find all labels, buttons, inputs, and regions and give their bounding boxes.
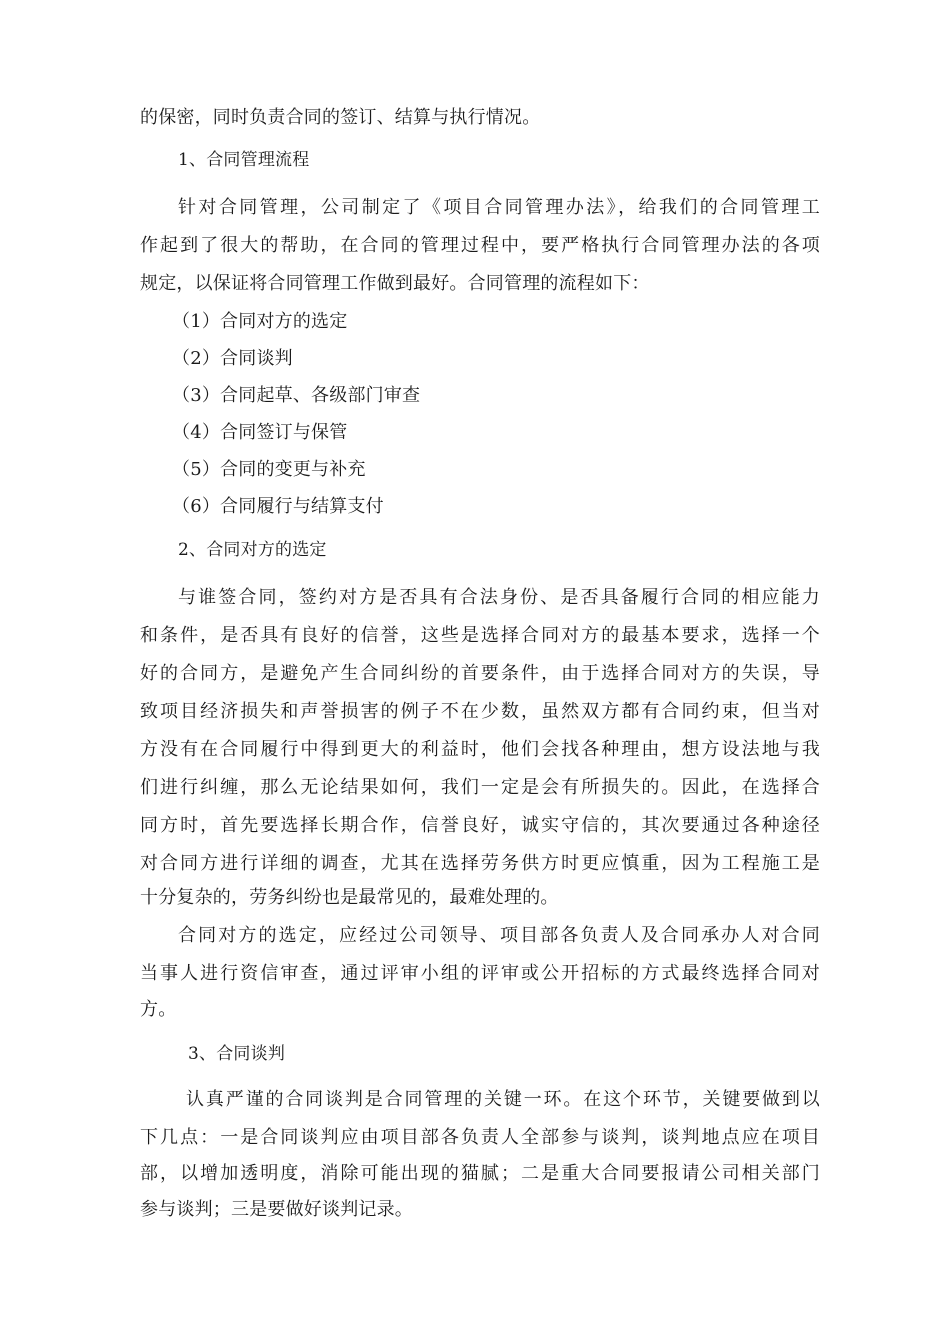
paragraph-line: 与谁签合同，签约对方是否具有合法身份、是否具备履行合同的相应能力 [178, 587, 820, 608]
paragraph-line: 规定，以保证将合同管理工作做到最好。合同管理的流程如下： [140, 273, 650, 294]
paragraph-line: 同方时，首先要选择长期合作，信誉良好，诚实守信的，其次要通过各种途径 [140, 815, 820, 836]
list-item: （6）合同履行与结算支付 [172, 496, 384, 517]
paragraph-line: 的保密，同时负责合同的签订、结算与执行情况。 [140, 107, 541, 128]
paragraph-line: 们进行纠缠，那么无论结果如何，我们一定是会有所损失的。因此，在选择合 [140, 777, 820, 798]
paragraph-line: 对合同方进行详细的调查，尤其在选择劳务供方时更应慎重，因为工程施工是 [140, 853, 820, 874]
paragraph-line: 部，以增加透明度，消除可能出现的猫腻；二是重大合同要报请公司相关部门 [140, 1163, 820, 1184]
paragraph-line: 致项目经济损失和声誉损害的例子不在少数，虽然双方都有合同约束，但当对 [140, 701, 820, 722]
paragraph-line: 合同对方的选定，应经过公司领导、项目部各负责人及合同承办人对合同 [178, 925, 820, 946]
paragraph-line: 方。 [140, 999, 177, 1020]
paragraph-line: 和条件，是否具有良好的信誉，这些是选择合同对方的最基本要求，选择一个 [140, 625, 820, 646]
section-heading-counterparty-selection: 2、合同对方的选定 [178, 540, 327, 560]
paragraph-line: 当事人进行资信审查，通过评审小组的评审或公开招标的方式最终选择合同对 [140, 963, 820, 984]
paragraph-line: 方没有在合同履行中得到更大的利益时，他们会找各种理由，想方设法地与我 [140, 739, 820, 760]
paragraph-line: 作起到了很大的帮助，在合同的管理过程中，要严格执行合同管理办法的各项 [140, 235, 820, 256]
paragraph-line: 十分复杂的，劳务纠纷也是最常见的，最难处理的。 [140, 887, 559, 908]
paragraph-line: 下几点：一是合同谈判应由项目部各负责人全部参与谈判，谈判地点应在项目 [140, 1127, 820, 1148]
paragraph-line: 认真严谨的合同谈判是合同管理的关键一环。在这个环节，关键要做到以 [186, 1089, 820, 1110]
list-item: （3）合同起草、各级部门审查 [172, 385, 421, 406]
list-item: （5）合同的变更与补充 [172, 459, 366, 480]
section-heading-contract-process: 1、合同管理流程 [178, 150, 310, 170]
paragraph-line: 针对合同管理，公司制定了《项目合同管理办法》，给我们的合同管理工 [178, 197, 820, 218]
list-item: （1）合同对方的选定 [172, 311, 348, 332]
section-heading-contract-negotiation: 3、合同谈判 [188, 1044, 286, 1064]
paragraph-line: 好的合同方，是避免产生合同纠纷的首要条件，由于选择合同对方的失误，导 [140, 663, 820, 684]
list-item: （2）合同谈判 [172, 348, 293, 369]
paragraph-line: 参与谈判；三是要做好谈判记录。 [140, 1199, 413, 1220]
list-item: （4）合同签订与保管 [172, 422, 348, 443]
